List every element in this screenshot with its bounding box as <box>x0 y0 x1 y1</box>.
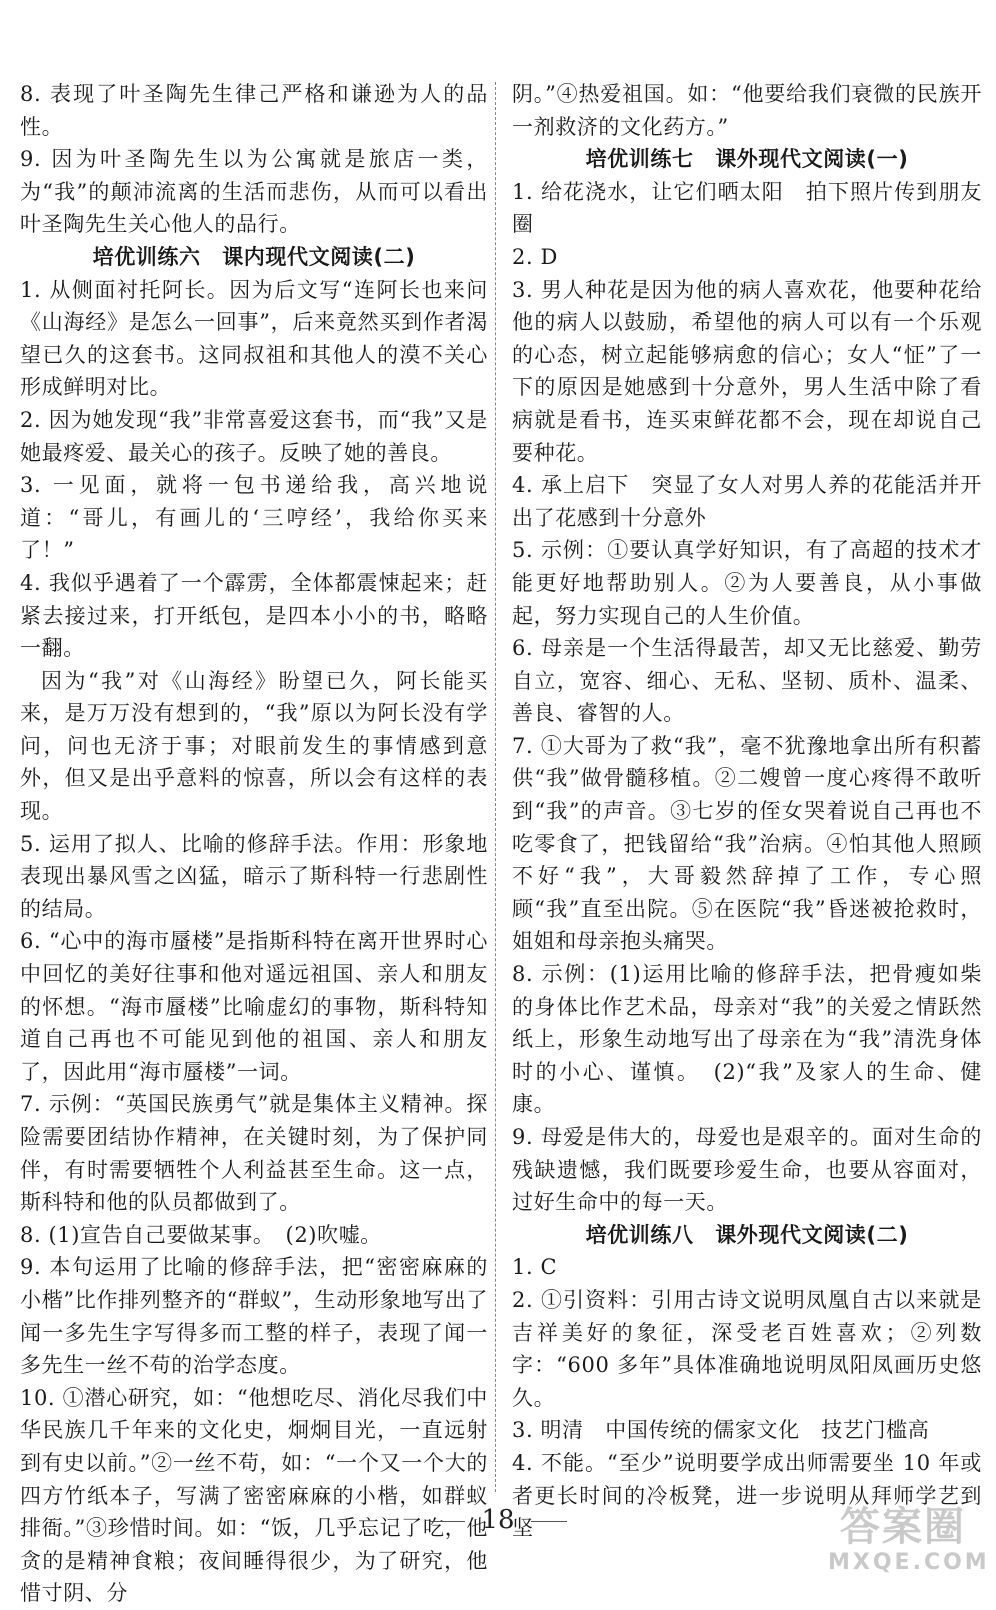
answer-paragraph: 8. 示例：(1)运用比喻的修辞手法，把骨瘦如柴的身体比作艺术品，母亲对“我”的关爱之情跃然纸上，形象生动地写出了母亲在为“我”清洗身体时的小心、谨慎。 (2)“我”及家人的生命、健康。 <box>512 962 982 1117</box>
page-number-dash <box>429 1521 465 1522</box>
answer-paragraph: 3. 一见面，就将一包书递给我，高兴地说道：“哥儿，有画儿的‘三哼经’，我给你买来了！” <box>20 473 488 563</box>
answer-paragraph: 7. ①大哥为了救“我”，毫不犹豫地拿出所有积蓄供“我”做骨髓移植。②二嫂曾一度心疼得不敢听到“我”的声音。③七岁的侄女哭着说自己再也不吃零食了，把钱留给“我”治病。④怕其他人照顾不好“我”，大哥毅然辞掉了工作，专心照顾“我”直至出院。⑤在医院“我”昏迷被抢救时，姐姐和母亲抱头痛哭。 <box>512 733 982 954</box>
answer-paragraph: 4. 我似乎遇着了一个霹雳，全体都震悚起来；赶紧去接过来，打开纸包，是四本小小的书，略略一翻。 <box>20 570 488 661</box>
answer-paragraph: 5. 示例：①要认真学好知识，有了高超的技术才能更好地帮助别人。②为人要善良，从小事做起，努力实现自己的人生价值。 <box>512 538 982 628</box>
answer-paragraph: 2. D <box>512 244 558 269</box>
section-heading: 培优训练八 课外现代文阅读(二) <box>585 1222 909 1247</box>
answer-paragraph: 3. 男人种花是因为他的病人喜欢花，他要种花给他的病人以鼓励，希望他的病人可以有一个乐观的心态，树立起能够病愈的信心；女人“怔”了一下的原因是她感到十分意外，男人生活中除了看病就是看书，连买束鲜花都不会，现在却说自己要种花。 <box>512 277 982 465</box>
answer-paragraph: 9. 母爱是伟大的，母爱也是艰辛的。面对生命的残缺遗憾，我们既要珍爱生命，也要从容面对，过好生命中的每一天。 <box>512 1125 982 1215</box>
answer-paragraph: 1. 给花浇水，让它们晒太阳 拍下照片传到朋友圈 <box>512 179 982 237</box>
answer-paragraph: 4. 承上启下 突显了女人对男人养的花能活并开出了花感到十分意外 <box>512 473 982 530</box>
answer-paragraph: 阴。”④热爱祖国。如：“他要给我们衰微的民族开一剂救济的文化药方。” <box>512 82 982 139</box>
left-column <box>20 78 488 1610</box>
watermark-logo <box>828 1504 990 1584</box>
answer-paragraph: 8. 表现了叶圣陶先生律己严格和谦逊为人的品性。 <box>20 82 488 139</box>
answer-paragraph: 3. 明清 中国传统的儒家文化 技艺门槛高 <box>512 1418 930 1443</box>
answer-paragraph: 6. “心中的海市蜃楼”是指斯科特在离开世界时心中回忆的美好往事和他对遥远祖国、亲人和朋友的怀想。“海市蜃楼”比喻虚幻的事物，斯科特知道自己再也不可能见到他的祖国、亲人和朋友了，因此用“海市蜃楼”一词。 <box>20 929 488 1084</box>
watermark-top-text: 答案圈 <box>840 1504 966 1550</box>
answer-paragraph: 10. ①潜心研究，如：“他想吃尽、消化尽我们中华民族几千年来的文化史，炯炯目光，一直远射到有史以前。”②一丝不苟，如：“一个又一个大的四方竹纸本子，写满了密密麻麻的小楷，如群蚁排衙。”③珍惜时间。如：“饭，几乎忘记了吃，他贪的是精神食粮；夜间睡得很少，为了研究，他惜寸阴、分 <box>20 1385 488 1606</box>
answer-paragraph: 6. 母亲是一个生活得最苦，却又无比慈爱、勤劳自立，宽容、细心、无私、坚韧、质朴、温柔、善良、睿智的人。 <box>512 636 982 726</box>
answer-paragraph: 因为“我”对《山海经》盼望已久，阿长能买来，是万万没有想到的，“我”原以为阿长没有学问，问也无济于事；对眼前发生的事情感到意外，但又是出乎意料的惊喜，所以会有这样的表现。 <box>20 668 488 824</box>
answer-paragraph: 7. 示例：“英国民族勇气”就是集体主义精神。探险需要团结协作精神，在关键时刻，为了保护同伴，有时需要牺牲个人利益甚至生命。这一点，斯科特和他的队员都做到了。 <box>20 1092 488 1215</box>
answer-paragraph: 1. 从侧面衬托阿长。因为后文写“连阿长也来问《山海经》是怎么一回事”，后来竟然买到作者渴望已久的这套书。这同叔祖和其他人的漠不关心形成鲜明对比。 <box>20 277 488 400</box>
answer-paragraph: 1. C <box>512 1255 558 1280</box>
answer-paragraph: 2. 因为她发现“我”非常喜爱这套书，而“我”又是她最疼爱、最关心的孩子。反映了她的善良。 <box>20 407 488 465</box>
section-heading: 培优训练七 课外现代文阅读(一) <box>585 147 909 172</box>
page-number-text: 18 <box>481 1505 515 1535</box>
answer-paragraph: 4. 不能。“至少”说明要学成出师需要坐 10 年或者更长时间的冷板凳，进一步说明从拜师学艺到坚 <box>512 1450 982 1541</box>
answer-paragraph: 9. 因为叶圣陶先生以为公寓就是旅店一类，为“我”的颠沛流离的生活而悲伤，从而可以看出叶圣陶先生关心他人的品行。 <box>20 147 488 237</box>
section-heading: 培优训练六 课内现代文阅读(二) <box>92 244 416 269</box>
page-number-dash <box>531 1521 567 1522</box>
watermark-bottom-text: MXQE.COM <box>828 1550 990 1575</box>
answer-paragraph: 5. 运用了拟人、比喻的修辞手法。作用：形象地表现出暴风雪之凶猛，暗示了斯科特一行悲剧性的结局。 <box>20 831 488 921</box>
answer-paragraph: 2. ①引资料：引用古诗文说明凤凰自古以来就是吉祥美好的象征，深受老百姓喜欢；②列数字：“600 多年”具体准确地说明凤阳凤画历史悠久。 <box>512 1287 982 1410</box>
answer-paragraph: 9. 本句运用了比喻的修辞手法，把“密密麻麻的小楷”比作排列整齐的“群蚁”，生动形象地写出了闻一多先生字写得多而工整的样子，表现了闻一多先生一丝不苟的治学态度。 <box>20 1255 488 1378</box>
right-column <box>512 78 982 1545</box>
column-divider <box>495 82 496 1492</box>
answer-paragraph: 8. (1)宣告自己要做某事。 (2)吹嘘。 <box>20 1222 382 1247</box>
